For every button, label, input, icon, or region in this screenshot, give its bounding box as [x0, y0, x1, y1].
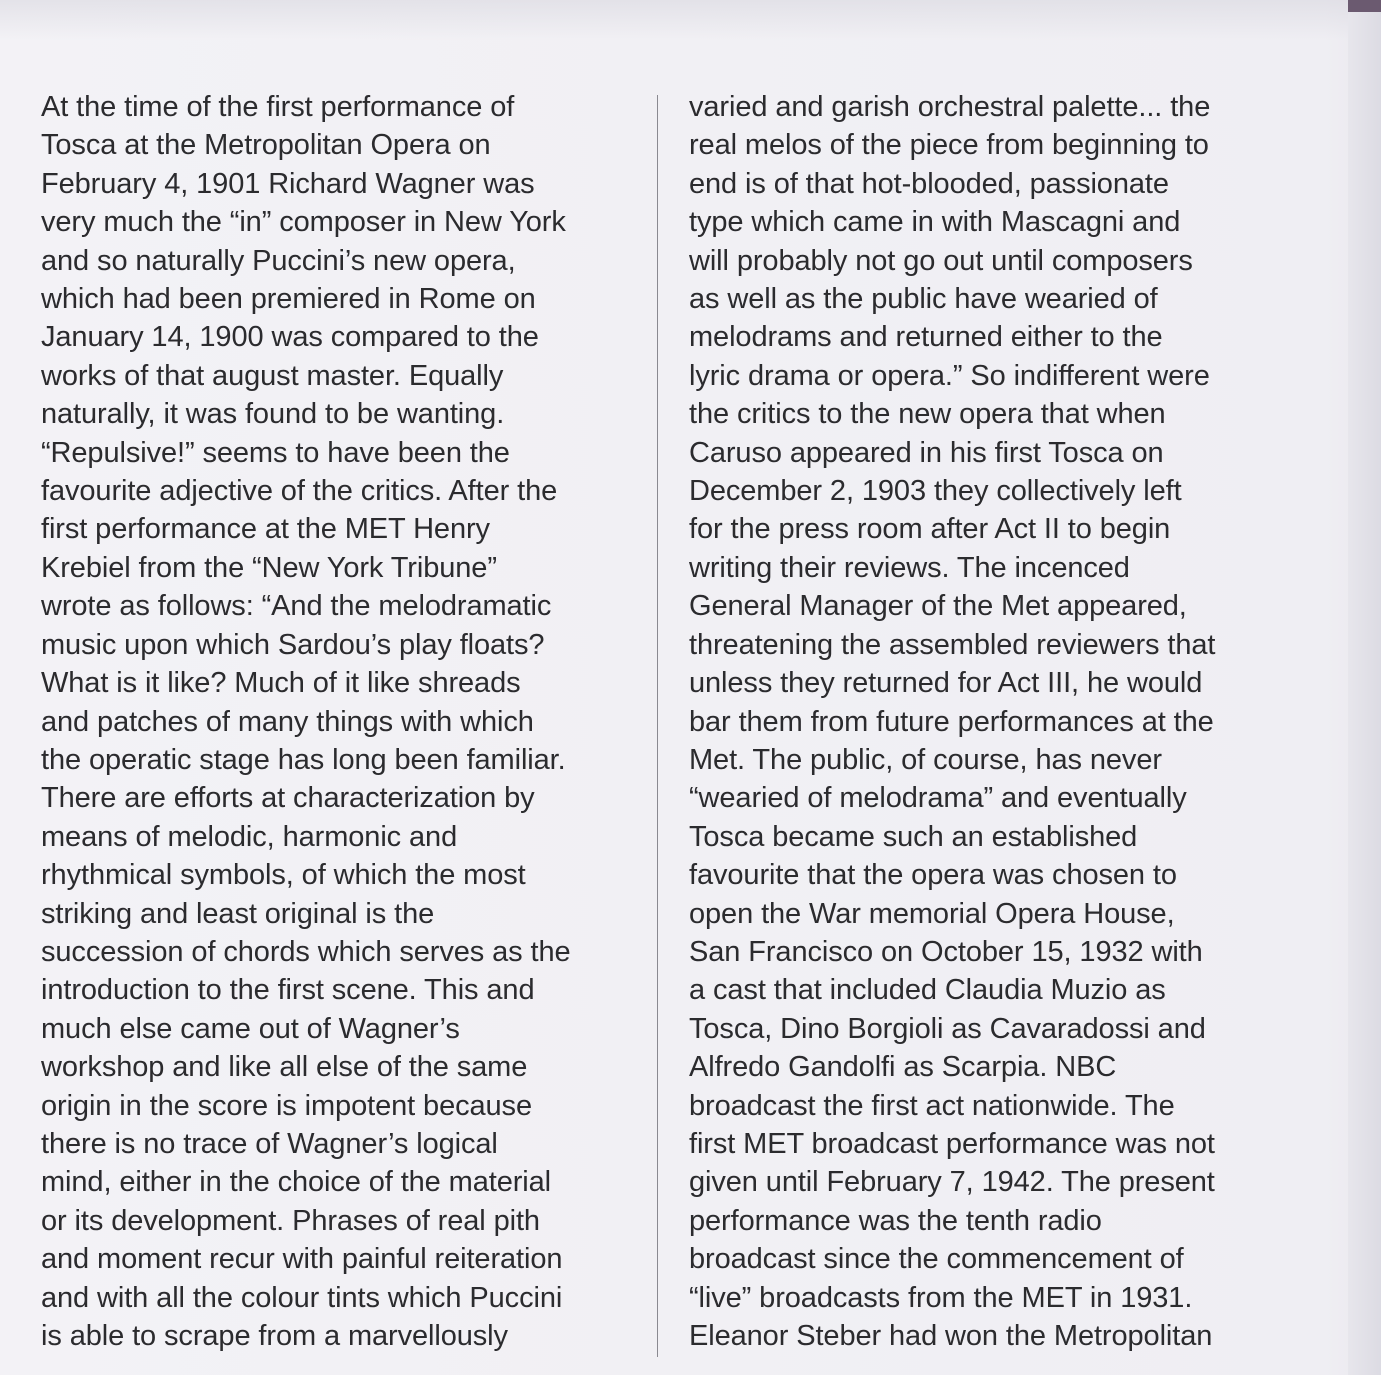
text-line: “live” broadcasts from the MET in 1931.: [689, 1281, 1193, 1314]
text-line: works of that august master. Equally: [41, 359, 504, 392]
text-line: which had been premiered in Rome on: [41, 283, 536, 316]
text-line: origin in the score is impotent because: [41, 1089, 532, 1122]
corner-mark: [1348, 0, 1381, 12]
text-line: and so naturally Puccini’s new opera,: [41, 244, 516, 277]
text-line: workshop and like all else of the same: [41, 1051, 528, 1084]
text-line: open the War memorial Opera House,: [689, 897, 1175, 930]
text-line: Eleanor Steber had won the Metropolitan: [689, 1320, 1213, 1352]
right-text-column: [689, 88, 1289, 1355]
text-line: and moment recur with painful reiteration: [41, 1243, 563, 1276]
text-line: succession of chords which serves as the: [41, 935, 571, 968]
text-line: means of melodic, harmonic and: [41, 820, 458, 853]
text-line: real melos of the piece from beginning to: [689, 129, 1209, 162]
text-line: first MET broadcast performance was not: [689, 1127, 1215, 1160]
text-line: melodrams and returned either to the: [689, 321, 1163, 354]
text-line: There are efforts at characterization by: [41, 782, 535, 815]
text-line: first performance at the MET Henry: [41, 513, 490, 546]
text-line: favourite that the opera was chosen to: [689, 859, 1177, 892]
text-line: “wearied of melodrama” and eventually: [689, 782, 1187, 815]
text-line: General Manager of the Met appeared,: [689, 590, 1187, 623]
text-line: What is it like? Much of it like shreads: [41, 667, 521, 700]
text-line: the operatic stage has long been familiar.: [41, 743, 566, 776]
text-line: music upon which Sardou’s play floats?: [41, 628, 545, 661]
column-divider: [657, 95, 658, 1357]
page-edge: [1348, 0, 1381, 1375]
text-line: Tosca at the Metropolitan Opera on: [41, 129, 491, 162]
top-shadow: [0, 0, 1381, 40]
text-line: or its development. Phrases of real pith: [41, 1204, 540, 1237]
text-line: the critics to the new opera that when: [689, 398, 1166, 431]
left-text-column: [41, 88, 641, 1355]
text-line: very much the “in” composer in New York: [41, 206, 566, 239]
text-line: Tosca became such an established: [689, 820, 1138, 853]
text-line: December 2, 1903 they collectively left: [689, 475, 1182, 508]
text-line: there is no trace of Wagner’s logical: [41, 1127, 498, 1160]
text-line: varied and garish orchestral palette... the: [689, 91, 1211, 123]
text-line: much else came out of Wagner’s: [41, 1012, 460, 1045]
text-line: threatening the assembled reviewers that: [689, 628, 1216, 661]
text-line: type which came in with Mascagni and: [689, 206, 1181, 239]
text-line: wrote as follows: “And the melodramatic: [41, 590, 552, 623]
text-line: lyric drama or opera.” So indifferent were: [689, 359, 1210, 392]
text-line: is able to scrape from a marvellously: [41, 1320, 508, 1352]
text-line: Alfredo Gandolfi as Scarpia. NBC: [689, 1051, 1117, 1084]
text-line: end is of that hot-blooded, passionate: [689, 167, 1169, 200]
text-line: February 4, 1901 Richard Wagner was: [41, 167, 535, 200]
text-line: San Francisco on October 15, 1932 with: [689, 935, 1203, 968]
text-line: bar them from future performances at the: [689, 705, 1214, 738]
text-line: Tosca, Dino Borgioli as Cavaradossi and: [689, 1012, 1206, 1045]
text-line: and with all the colour tints which Puccini: [41, 1281, 563, 1314]
text-line: rhythmical symbols, of which the most: [41, 859, 526, 892]
text-line: for the press room after Act II to begin: [689, 513, 1171, 546]
text-line: Krebiel from the “New York Tribune”: [41, 551, 497, 584]
text-line: January 14, 1900 was compared to the: [41, 321, 539, 354]
text-line: unless they returned for Act III, he would: [689, 667, 1203, 700]
text-line: broadcast the first act nationwide. The: [689, 1089, 1175, 1122]
text-line: and patches of many things with which: [41, 705, 534, 738]
text-line: Caruso appeared in his first Tosca on: [689, 436, 1164, 469]
text-line: introduction to the first scene. This and: [41, 974, 535, 1007]
text-line: Met. The public, of course, has never: [689, 743, 1162, 776]
text-line: At the time of the first performance of: [41, 91, 515, 123]
text-line: performance was the tenth radio: [689, 1204, 1102, 1237]
text-line: broadcast since the commencement of: [689, 1243, 1184, 1276]
text-line: favourite adjective of the critics. After the: [41, 475, 558, 508]
text-line: will probably not go out until composers: [689, 244, 1193, 277]
text-line: mind, either in the choice of the material: [41, 1166, 552, 1199]
text-line: a cast that included Claudia Muzio as: [689, 974, 1166, 1007]
text-line: naturally, it was found to be wanting.: [41, 398, 505, 431]
text-line: striking and least original is the: [41, 897, 435, 930]
text-line: writing their reviews. The incenced: [689, 551, 1130, 584]
text-line: “Repulsive!” seems to have been the: [41, 436, 510, 469]
text-line: given until February 7, 1942. The present: [689, 1166, 1215, 1199]
text-line: as well as the public have wearied of: [689, 283, 1158, 316]
